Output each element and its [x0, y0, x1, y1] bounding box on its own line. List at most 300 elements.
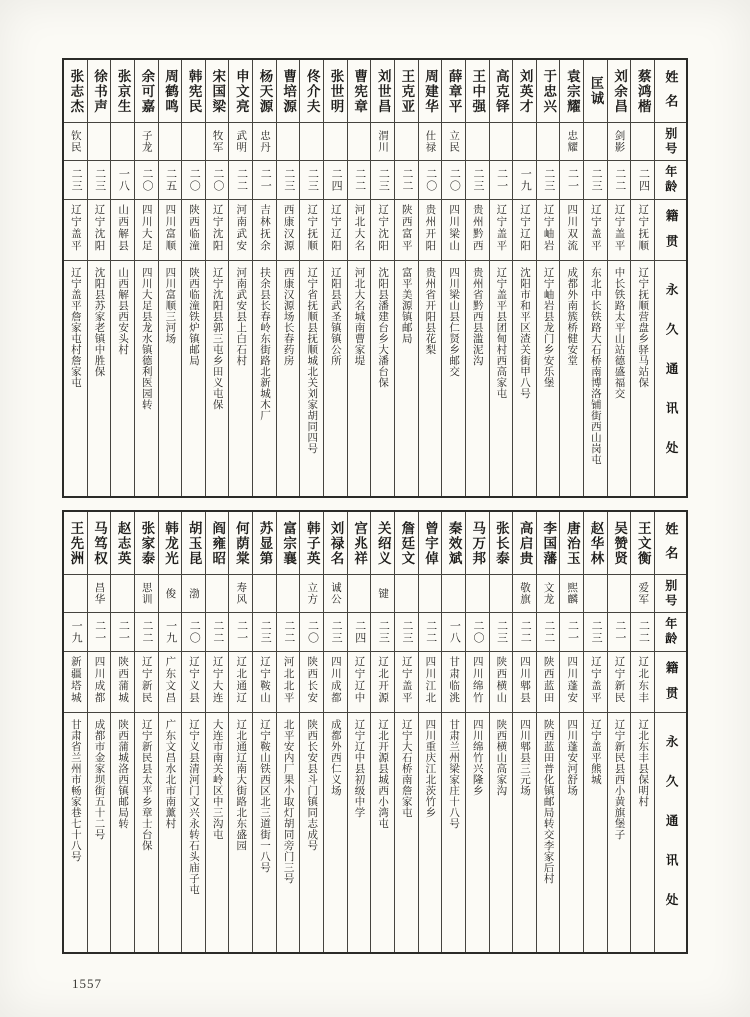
entry-alias-text: 键	[377, 587, 389, 600]
entry-origin-text: 陕西临潼	[188, 204, 200, 252]
entry-name	[419, 512, 442, 574]
entry-age-text: 二一	[117, 620, 130, 644]
directory-entry	[370, 512, 394, 952]
entry-name	[348, 60, 371, 122]
header-age-label: 年龄	[663, 617, 678, 647]
entry-alias	[111, 122, 134, 160]
entry-alias	[206, 574, 229, 612]
header-age-label: 年龄	[663, 165, 678, 195]
entry-address	[537, 712, 560, 952]
entry-age	[135, 160, 158, 199]
entry-name	[253, 60, 276, 122]
entry-age	[631, 160, 654, 199]
entry-age	[395, 160, 418, 199]
entry-alias	[159, 122, 182, 160]
entry-origin-text: 广东文昌	[164, 656, 176, 704]
entry-alias-text: 武明	[235, 130, 247, 153]
entry-name	[490, 512, 513, 574]
entry-age-text: 一九	[519, 168, 532, 192]
entry-alias	[64, 574, 87, 612]
entry-name-text: 韩龙光	[162, 520, 178, 566]
entry-name	[608, 512, 631, 574]
directory-entry	[64, 60, 87, 496]
entry-address	[300, 712, 323, 952]
entry-origin-text: 陕西横山	[495, 656, 507, 704]
directory-entry	[64, 512, 87, 952]
entry-age	[300, 160, 323, 199]
entry-name-text: 胡玉昆	[186, 520, 202, 566]
entry-address	[490, 712, 513, 952]
entry-address-text: 陕西横山高家沟	[495, 719, 507, 796]
entry-alias	[135, 574, 158, 612]
header-name-label: 姓名	[663, 70, 679, 118]
entry-address	[277, 712, 300, 952]
entry-name-text: 蔡鸿楷	[635, 68, 651, 114]
directory-entry	[228, 512, 252, 952]
entry-age-text: 二〇	[424, 168, 437, 192]
entry-address-text: 陕西蓝田普化镇邮局转交李家后村	[542, 719, 554, 884]
entry-alias-text: 剑影	[613, 130, 625, 153]
entry-name	[631, 60, 654, 122]
entry-name	[300, 512, 323, 574]
directory-entry	[418, 512, 442, 952]
entry-address-text: 沈阳市和平区渣关街甲八号	[518, 267, 530, 399]
entry-alias-text: 思训	[140, 582, 152, 605]
entry-origin	[419, 199, 442, 260]
entry-origin	[253, 199, 276, 260]
entry-address	[324, 712, 347, 952]
entry-origin-text: 辽宁盖平	[589, 656, 601, 704]
entry-alias	[206, 122, 229, 160]
entry-alias-text: 仕禄	[424, 130, 436, 153]
entry-age-text: 二三	[330, 620, 343, 644]
entry-alias	[371, 122, 394, 160]
entry-address	[490, 260, 513, 496]
entry-address-text: 成都市金家坝街五十二号	[93, 719, 105, 840]
header-alias	[655, 574, 686, 612]
entry-alias	[111, 574, 134, 612]
entry-address-text: 中长铁路太平山站德盛福交	[613, 267, 625, 399]
header-origin-label: 籍贯	[664, 209, 679, 260]
entry-name	[490, 60, 513, 122]
entry-age-text: 二二	[542, 620, 555, 644]
entry-origin	[229, 651, 252, 712]
entry-origin	[466, 199, 489, 260]
entry-origin-text: 四川成都	[329, 656, 341, 704]
entry-name	[182, 512, 205, 574]
entry-age	[513, 160, 536, 199]
entry-origin-text: 辽宁新民	[140, 656, 152, 704]
entry-address-text: 辽宁盖平县团甸村西高家屯	[495, 267, 507, 399]
entry-address	[466, 712, 489, 952]
entry-age-text: 二二	[401, 168, 414, 192]
entry-address-text: 辽阳县武圣镇镇公所	[329, 267, 341, 366]
entry-alias	[395, 574, 418, 612]
entry-age-text: 二二	[424, 620, 437, 644]
entry-name-text: 袁宗耀	[564, 68, 580, 114]
entry-name-text: 张京生	[115, 68, 131, 114]
entry-address-text: 沈阳县苏家老镇中胜保	[93, 267, 105, 377]
entry-origin-text: 四川蓬安	[566, 656, 578, 704]
entry-address	[229, 712, 252, 952]
entry-origin-text: 四川绵竹	[471, 656, 483, 704]
directory-entry	[394, 60, 418, 496]
entry-age-text: 二三	[471, 168, 484, 192]
entry-alias	[419, 574, 442, 612]
entry-age	[135, 612, 158, 651]
entry-name	[206, 512, 229, 574]
directory-entry	[299, 60, 323, 496]
entry-origin-text: 新疆塔城	[69, 656, 81, 704]
entry-address	[584, 260, 607, 496]
directory-entry	[512, 60, 536, 496]
entry-name	[371, 512, 394, 574]
entry-origin	[348, 199, 371, 260]
entry-age	[537, 160, 560, 199]
entry-age-text: 二二	[211, 620, 224, 644]
entry-name-text: 曾宇倬	[423, 520, 438, 566]
entry-origin	[253, 651, 276, 712]
header-alias	[655, 122, 686, 160]
entry-origin	[631, 199, 654, 260]
entry-age	[419, 612, 442, 651]
entry-name-text: 佟介夫	[304, 68, 320, 114]
entry-name-text: 何荫棠	[233, 520, 249, 566]
entry-name	[395, 60, 418, 122]
entry-origin	[111, 199, 134, 260]
entry-origin	[64, 199, 87, 260]
entry-name	[466, 60, 489, 122]
entry-age-text: 一八	[448, 620, 461, 644]
entry-name	[135, 60, 158, 122]
header-origin-label: 籍贯	[664, 661, 679, 712]
header-address-label: 永久通讯处	[664, 283, 679, 481]
entry-alias-text: 忠耀	[566, 130, 578, 153]
entry-alias	[348, 122, 371, 160]
entry-age-text: 二〇	[471, 620, 484, 644]
entry-age-text: 二三	[93, 168, 106, 192]
entry-origin	[206, 651, 229, 712]
entry-origin-text: 西康汉源	[282, 204, 294, 252]
entry-age-text: 二一	[566, 620, 579, 644]
entry-alias	[537, 574, 560, 612]
entry-age	[253, 612, 276, 651]
entry-name-text: 韩子英	[304, 520, 320, 566]
directory-entry	[276, 512, 300, 952]
entry-address-text: 贵州省开阳县花梨	[424, 267, 436, 355]
entry-alias-text: 牧军	[211, 130, 223, 153]
directory-entry	[158, 512, 182, 952]
entry-address-text: 贵州省黔西县滥泥沟	[471, 267, 483, 366]
entry-alias-text: 钦民	[69, 130, 81, 153]
entry-alias	[88, 122, 111, 160]
entry-origin-text: 辽宁盖平	[495, 204, 507, 252]
entry-alias-text: 爱军	[637, 582, 649, 605]
entry-age	[584, 612, 607, 651]
entry-origin-text: 辽宁鞍山	[258, 656, 270, 704]
entry-name-text: 杨天源	[257, 68, 273, 114]
entry-origin	[537, 199, 560, 260]
entry-address-text: 成都外南簇桥健安堂	[566, 267, 578, 366]
entry-age	[88, 612, 111, 651]
directory-entry	[228, 60, 252, 496]
entry-columns-bottom	[64, 512, 654, 952]
entry-address	[442, 712, 465, 952]
entry-name	[135, 512, 158, 574]
entry-alias-text: 立民	[448, 130, 460, 153]
entry-alias	[182, 574, 205, 612]
entry-age-text: 二三	[590, 168, 603, 192]
entry-address	[560, 712, 583, 952]
entry-origin	[513, 199, 536, 260]
entry-name	[300, 60, 323, 122]
entry-age-text: 二一	[613, 620, 626, 644]
entry-address-text: 甘肃兰州梁家庄十八号	[448, 719, 460, 829]
entry-origin-text: 河北北平	[282, 656, 294, 704]
entry-name	[513, 512, 536, 574]
entry-name-text: 王中强	[470, 68, 486, 114]
entry-alias	[442, 574, 465, 612]
entry-alias	[608, 574, 631, 612]
entry-origin	[64, 651, 87, 712]
directory-entry	[347, 60, 371, 496]
entry-address-text: 辽宁新民县太平乡章士台保	[140, 719, 152, 851]
entry-address-text: 辽宁新民县西小黄旗堡子	[613, 719, 625, 840]
entry-address-text: 辽宁大石桥南詹家屯	[400, 719, 412, 818]
entry-age-text: 二三	[542, 168, 555, 192]
entry-address-text: 四川大足县龙水镇德利医园转	[140, 267, 152, 410]
entry-address	[135, 712, 158, 952]
entry-name	[324, 512, 347, 574]
entry-name	[64, 512, 87, 574]
entry-name-text: 宋国梁	[210, 68, 226, 114]
entry-origin-text: 四川江北	[424, 656, 436, 704]
directory-entry	[158, 60, 182, 496]
entry-address-text: 东北中长铁路大石桥南博洛铺街西山岗屯	[589, 267, 601, 465]
entry-address-text: 西康汉源场长春药房	[282, 267, 294, 366]
entry-age	[182, 160, 205, 199]
entry-address	[277, 260, 300, 496]
entry-age	[537, 612, 560, 651]
entry-origin-text: 四川双流	[566, 204, 578, 252]
entry-name	[348, 512, 371, 574]
entry-alias-text: 忠丹	[258, 130, 270, 153]
entry-name-text: 赵华林	[588, 520, 604, 566]
entry-origin	[371, 651, 394, 712]
entry-origin-text: 辽宁大连	[211, 656, 223, 704]
entry-origin	[560, 651, 583, 712]
entry-age-text: 二一	[566, 168, 579, 192]
entry-age-text: 二二	[235, 168, 248, 192]
entry-address	[253, 260, 276, 496]
entry-name-text: 刘禄名	[328, 520, 344, 566]
entry-age-text: 二三	[306, 168, 319, 192]
directory-entry	[181, 60, 205, 496]
entry-name	[608, 60, 631, 122]
entry-address-text: 富平美源镇邮局	[400, 267, 412, 344]
entry-origin	[277, 199, 300, 260]
entry-address	[513, 260, 536, 496]
entry-address	[159, 260, 182, 496]
entry-age	[159, 612, 182, 651]
entry-name-text: 张志杰	[68, 68, 84, 114]
entry-origin	[182, 651, 205, 712]
directory-entry	[465, 512, 489, 952]
entry-address	[182, 260, 205, 496]
entry-age	[442, 612, 465, 651]
entry-origin-text: 辽宁沈阳	[377, 204, 389, 252]
entry-name	[584, 512, 607, 574]
entry-address-text: 河南武安县上白石村	[235, 267, 247, 366]
entry-age	[371, 160, 394, 199]
entry-alias	[324, 574, 347, 612]
entry-address	[88, 712, 111, 952]
entry-age	[111, 160, 134, 199]
directory-entry	[323, 60, 347, 496]
entry-origin	[324, 651, 347, 712]
directory-entry	[441, 512, 465, 952]
directory-entry	[252, 60, 276, 496]
entry-origin	[159, 651, 182, 712]
entry-name-text: 秦效斌	[446, 520, 462, 566]
entry-origin	[490, 651, 513, 712]
entry-age-text: 二二	[353, 168, 366, 192]
entry-address	[419, 260, 442, 496]
entry-address	[182, 712, 205, 952]
entry-age	[159, 160, 182, 199]
entry-alias	[135, 122, 158, 160]
header-column	[654, 512, 686, 952]
entry-address-text: 沈阳县潘建台乡大潘台保	[377, 267, 389, 388]
header-name	[655, 60, 686, 122]
entry-address-text: 北平安内厂果小取灯胡同旁门三号	[282, 719, 294, 884]
page-number: 1557	[72, 976, 102, 991]
entry-origin-text: 甘肃临洮	[448, 656, 460, 704]
entry-origin-text: 辽宁盖平	[69, 204, 81, 252]
entry-age	[348, 160, 371, 199]
entry-alias	[513, 122, 536, 160]
entry-origin	[348, 651, 371, 712]
entry-address-text: 辽北东丰县保明村	[637, 719, 649, 807]
entry-origin	[300, 651, 323, 712]
directory-entry	[134, 512, 158, 952]
entry-age-text: 二〇	[211, 168, 224, 192]
header-address	[655, 712, 686, 952]
entry-address-text: 辽宁鞍山铁西区北三道街一八号	[258, 719, 270, 873]
directory-entry	[489, 512, 513, 952]
entry-origin-text: 四川富顺	[164, 204, 176, 252]
entry-name	[442, 512, 465, 574]
directory-entry	[276, 60, 300, 496]
entry-address	[466, 260, 489, 496]
entry-origin	[324, 199, 347, 260]
entry-name	[419, 60, 442, 122]
entry-name	[537, 512, 560, 574]
directory-entry	[630, 60, 654, 496]
entry-origin-text: 辽宁盖平	[400, 656, 412, 704]
entry-alias	[490, 122, 513, 160]
directory-entry	[536, 60, 560, 496]
entry-name	[88, 512, 111, 574]
entry-origin	[371, 199, 394, 260]
entry-age	[513, 612, 536, 651]
entry-age	[206, 612, 229, 651]
entry-alias	[159, 574, 182, 612]
directory-entry	[205, 512, 229, 952]
entry-address	[395, 260, 418, 496]
directory-entry	[607, 512, 631, 952]
entry-age	[466, 160, 489, 199]
directory-entry	[630, 512, 654, 952]
entry-origin	[277, 651, 300, 712]
entry-age-text: 二二	[141, 620, 153, 644]
entry-alias	[631, 122, 654, 160]
entry-name-text: 阎雍昭	[210, 520, 226, 566]
entry-origin	[466, 651, 489, 712]
entry-address-text: 四川郫县三元场	[518, 719, 530, 796]
entry-origin	[537, 651, 560, 712]
directory-entry	[252, 512, 276, 952]
entry-alias-text: 寿风	[235, 582, 247, 605]
entry-name-text: 周建华	[423, 68, 438, 114]
entry-origin-text: 贵州开阳	[424, 204, 436, 252]
entry-name-text: 刘世昌	[375, 68, 391, 114]
entry-origin	[182, 199, 205, 260]
entry-name-text: 高启贵	[517, 520, 533, 566]
entry-age	[206, 160, 229, 199]
entry-address-text: 辽宁省抚顺县抚顺城北关刘家胡同四号	[306, 267, 318, 454]
entry-age-text: 二三	[377, 168, 390, 192]
entry-age-text: 二三	[377, 620, 390, 644]
entry-age	[584, 160, 607, 199]
entry-address	[229, 260, 252, 496]
entry-name	[631, 512, 654, 574]
entry-alias	[490, 574, 513, 612]
entry-alias	[348, 574, 371, 612]
entry-origin-text: 陕西蓝田	[542, 656, 554, 704]
entry-name	[253, 512, 276, 574]
directory-entry	[370, 60, 394, 496]
header-age	[655, 612, 686, 651]
directory-entry	[323, 512, 347, 952]
entry-address	[159, 712, 182, 952]
entry-address	[371, 712, 394, 952]
entry-origin	[206, 199, 229, 260]
entry-address	[64, 260, 87, 496]
entry-age	[395, 612, 418, 651]
entry-name-text: 于忠兴	[541, 68, 557, 114]
entry-alias	[560, 122, 583, 160]
entry-alias	[419, 122, 442, 160]
directory-entry	[299, 512, 323, 952]
entry-age-text: 二三	[495, 620, 508, 644]
entry-origin	[584, 199, 607, 260]
entry-origin	[135, 199, 158, 260]
entry-alias	[229, 122, 252, 160]
entry-age-text: 二〇	[306, 620, 319, 644]
entry-age-text: 二五	[164, 168, 177, 192]
entry-address	[324, 260, 347, 496]
entry-name	[229, 60, 252, 122]
entry-age-text: 一九	[70, 620, 83, 644]
entry-age	[300, 612, 323, 651]
entry-address	[64, 712, 87, 952]
entry-alias-text: 文龙	[542, 582, 554, 605]
entry-name	[277, 60, 300, 122]
entry-origin	[135, 651, 158, 712]
directory-entry	[87, 512, 111, 952]
entry-address	[608, 712, 631, 952]
